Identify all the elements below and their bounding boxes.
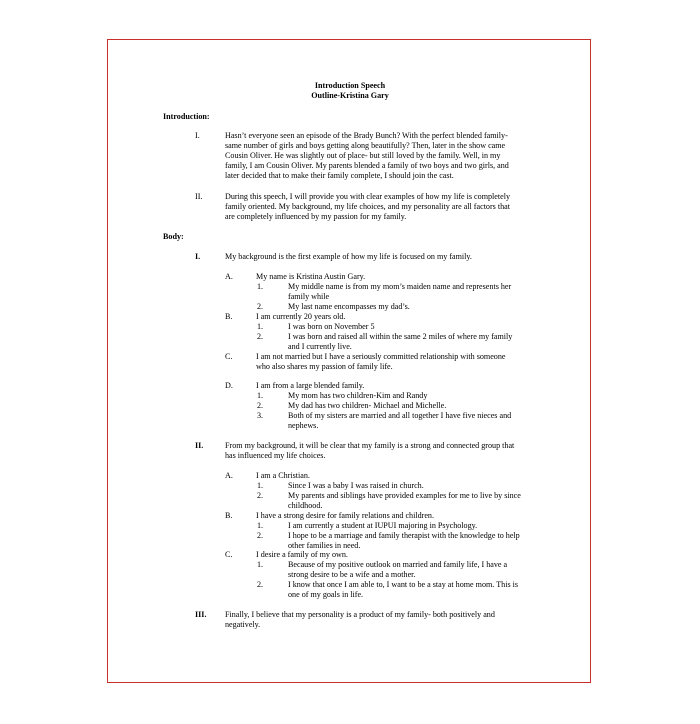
outline-point: My mom has two children-Kim and Randy (288, 391, 428, 400)
outline-letter: B. (225, 312, 233, 321)
outline-point: My parents and siblings have provided examples for me to live by since (288, 491, 521, 500)
outline-point-number: 1. (257, 322, 264, 331)
outline-point: Because of my positive outlook on married and family life, I have a (288, 560, 508, 569)
paragraph-line: are completely influenced by my passion for my family. (225, 212, 407, 221)
body-heading: Body: (163, 232, 184, 241)
outline-item: I am from a large blended family. (256, 381, 365, 390)
outline-letter: A. (225, 272, 233, 281)
outline-numeral: II. (195, 192, 203, 201)
outline-point: strong desire to be a wife and a mother. (288, 570, 416, 579)
outline-item: I have a strong desire for family relations and children. (256, 511, 434, 520)
outline-point-number: 3. (257, 411, 264, 420)
outline-point-number: 1. (257, 481, 264, 490)
outline-letter: D. (225, 381, 233, 390)
title-line-1: Introduction Speech (314, 81, 386, 90)
outline-point-number: 2. (257, 332, 264, 341)
paragraph-line: family, I am Cousin Oliver. My parents blended a family of two boys and two girls, and (225, 161, 509, 170)
outline-numeral: I. (195, 131, 200, 140)
outline-point: other families in need. (288, 541, 361, 550)
outline-item: I am currently 20 years old. (256, 312, 346, 321)
outline-point: My dad has two children- Michael and Michelle. (288, 401, 447, 410)
outline-point-number: 1. (257, 560, 264, 569)
outline-numeral: II. (195, 441, 204, 450)
outline-letter: C. (225, 352, 233, 361)
outline-point-number: 2. (257, 491, 264, 500)
outline-point: I hope to be a marriage and family therapist with the knowledge to help (288, 531, 520, 540)
paragraph-line: From my background, it will be clear that my family is a strong and connected group that (225, 441, 515, 450)
outline-point: I was born and raised all within the same 2 miles of where my family (288, 332, 513, 341)
outline-item: I desire a family of my own. (256, 550, 348, 559)
outline-point-number: 1. (257, 391, 264, 400)
paragraph-line: later decided that to make their family complete, I should join the cast. (225, 171, 454, 180)
outline-point-number: 2. (257, 580, 264, 589)
paragraph-line: Cousin Oliver. He was slightly out of place- but still loved by the family. Well, in my (225, 151, 501, 160)
paragraph-line: Hasn’t everyone seen an episode of the Brady Bunch? With the perfect blended family- (225, 131, 508, 140)
outline-letter: A. (225, 471, 233, 480)
paragraph-line: negatively. (225, 620, 261, 629)
outline-point: I am currently a student at IUPUI majoring in Psychology. (288, 521, 478, 530)
outline-item: I am a Christian. (256, 471, 310, 480)
outline-point-number: 2. (257, 531, 264, 540)
outline-point: Since I was a baby I was raised in church. (288, 481, 424, 490)
paragraph-line: family oriented. My background, my life choices, and my personality are all factors that (225, 202, 510, 211)
outline-numeral: I. (195, 252, 201, 261)
paragraph-line: same number of girls and boys getting along beautifully? Then, later in the show came (225, 141, 506, 150)
outline-point: childhood. (288, 501, 323, 510)
paragraph-line: During this speech, I will provide you with clear examples of how my life is completely (225, 192, 511, 201)
paragraph-line: has influenced my life choices. (225, 451, 326, 460)
outline-point: My last name encompasses my dad’s. (288, 302, 410, 311)
outline-numeral: III. (195, 610, 207, 619)
outline-point-number: 1. (257, 282, 264, 291)
outline-point: family while (288, 292, 330, 301)
outline-point: My middle name is from my mom’s maiden name and represents her (288, 282, 512, 291)
title-line-2: Outline-Kristina Gary (311, 91, 389, 100)
outline-point-number: 2. (257, 302, 264, 311)
outline-point: one of my goals in life. (288, 590, 364, 599)
outline-point-number: 1. (257, 521, 264, 530)
outline-point: I know that once I am able to, I want to be a stay at home mom. This is (288, 580, 519, 589)
outline-point: nephews. (288, 421, 319, 430)
outline-point: I was born on November 5 (288, 322, 375, 331)
outline-item: My name is Kristina Austin Gary. (256, 272, 366, 281)
paragraph-line: Finally, I believe that my personality is a product of my family- both positively and (225, 610, 495, 619)
outline-point: Both of my sisters are married and all together I have five nieces and (288, 411, 512, 420)
outline-point-number: 2. (257, 401, 264, 410)
introduction-heading: Introduction: (163, 112, 210, 121)
outline-letter: C. (225, 550, 233, 559)
outline-item: I am not married but I have a seriously committed relationship with someone (256, 352, 506, 361)
outline-point: and I currently live. (288, 342, 352, 351)
outline-item: who also shares my passion of family life. (256, 362, 393, 371)
paragraph-line: My background is the first example of how my life is focused on my family. (225, 252, 472, 261)
outline-letter: B. (225, 511, 233, 520)
